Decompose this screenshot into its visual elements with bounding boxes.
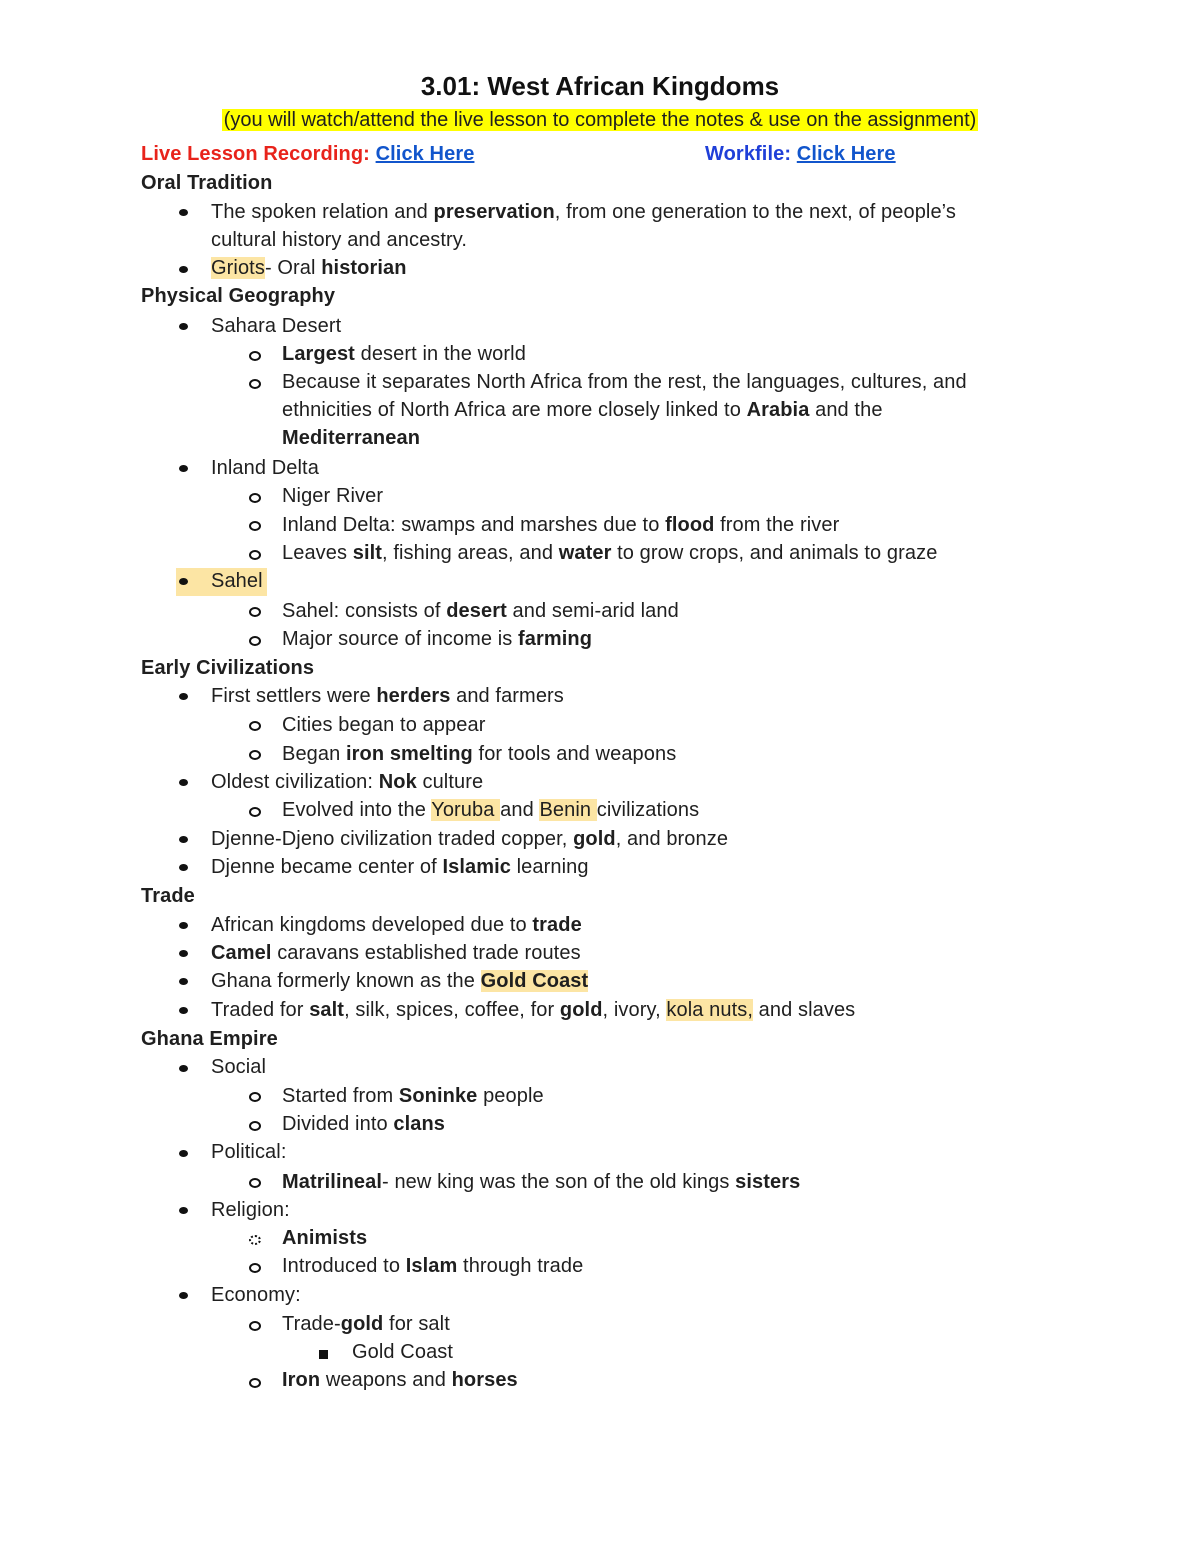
bullet-circle-icon xyxy=(249,1235,261,1245)
list-item: Leaves silt, fishing areas, and water to grow crops, and animals to graze xyxy=(282,542,938,564)
bullet-circle-icon xyxy=(249,607,261,617)
list-item: Sahel xyxy=(211,570,263,592)
bullet-dot-icon xyxy=(179,209,188,216)
list-item: Animists xyxy=(282,1227,368,1249)
list-item: Oldest civilization: Nok culture xyxy=(211,771,484,793)
highlight: Yoruba xyxy=(431,799,501,821)
bullet-dot-icon xyxy=(179,1292,188,1299)
bullet-circle-icon xyxy=(249,1092,261,1102)
bullet-dot-icon xyxy=(179,1007,188,1014)
workfile-label: Workfile: xyxy=(705,143,792,165)
workfile-link[interactable]: Click Here xyxy=(796,143,896,165)
bullet-circle-icon xyxy=(249,1378,261,1388)
bullet-circle-icon xyxy=(249,379,261,389)
list-item: Sahel: consists of desert and semi-arid land xyxy=(282,600,679,622)
list-item: Evolved into the Yoruba and Benin civilizations xyxy=(282,799,700,821)
list-item: Ghana formerly known as the Gold Coast xyxy=(211,970,589,992)
bullet-circle-icon xyxy=(249,1321,261,1331)
list-item-continued: ethnicities of North Africa are more closely linked to Arabia and the xyxy=(282,399,883,421)
list-item: Religion: xyxy=(211,1199,290,1221)
bullet-circle-icon xyxy=(249,1178,261,1188)
bullet-dot-icon xyxy=(179,323,188,330)
bullet-dot-icon xyxy=(179,950,188,957)
list-item: Niger River xyxy=(282,485,384,507)
bullet-circle-icon xyxy=(249,493,261,503)
list-item: Griots- Oral historian xyxy=(211,257,407,279)
bullet-dot-icon xyxy=(179,922,188,929)
list-item: Political: xyxy=(211,1141,287,1163)
bullet-dot-icon xyxy=(179,1065,188,1072)
list-item: Inland Delta xyxy=(211,457,319,479)
bullet-circle-icon xyxy=(249,750,261,760)
list-item: Introduced to Islam through trade xyxy=(282,1255,584,1277)
list-item: Major source of income is farming xyxy=(282,628,593,650)
recording-row xyxy=(141,140,474,168)
list-item: Traded for salt, silk, spices, coffee, for gold, ivory, kola nuts, and slaves xyxy=(211,999,856,1021)
list-item: Divided into clans xyxy=(282,1113,446,1135)
bullet-dot-icon xyxy=(179,693,188,700)
page-subtitle xyxy=(0,107,1200,133)
list-item: Because it separates North Africa from the rest, the languages, cultures, and xyxy=(282,371,967,393)
list-item: The spoken relation and preservation, from one generation to the next, of people’s xyxy=(211,201,956,223)
recording-label: Live Lesson Recording: xyxy=(141,143,370,165)
list-item: Cities began to appear xyxy=(282,714,486,736)
highlight: Griots xyxy=(211,257,265,279)
highlight: kola nuts, xyxy=(666,999,754,1021)
bullet-dot-icon xyxy=(179,578,188,585)
bullet-dot-icon xyxy=(179,1150,188,1157)
heading-trade: Trade xyxy=(141,885,195,907)
page-title: 3.01: West African Kingdoms xyxy=(420,71,780,101)
list-item: Began iron smelting for tools and weapons xyxy=(282,743,677,765)
bullet-circle-icon xyxy=(249,351,261,361)
list-item-continued: Mediterranean xyxy=(282,427,421,449)
heading-ghana-empire: Ghana Empire xyxy=(141,1028,278,1050)
highlight: Gold Coast xyxy=(480,970,589,992)
highlight: Benin xyxy=(539,799,597,821)
list-item: Trade-gold for salt xyxy=(282,1313,450,1335)
bullet-circle-icon xyxy=(249,550,261,560)
bullet-dot-icon xyxy=(179,1207,188,1214)
list-item: Largest desert in the world xyxy=(282,343,526,365)
bullet-square-icon xyxy=(319,1350,328,1359)
workfile-row xyxy=(705,140,896,168)
list-item: First settlers were herders and farmers xyxy=(211,685,564,707)
heading-oral-tradition: Oral Tradition xyxy=(141,172,273,194)
heading-early-civilizations: Early Civilizations xyxy=(141,657,315,679)
list-item: Camel caravans established trade routes xyxy=(211,942,581,964)
bullet-dot-icon xyxy=(179,864,188,871)
subtitle-highlight: (you will watch/attend the live lesson to complete the notes & use on the assignment) xyxy=(223,109,977,131)
recording-link[interactable]: Click Here xyxy=(375,143,475,165)
bullet-circle-icon xyxy=(249,721,261,731)
list-item: Economy: xyxy=(211,1284,301,1306)
list-item: Matrilineal- new king was the son of the old kings sisters xyxy=(282,1171,801,1193)
bullet-circle-icon xyxy=(249,1263,261,1273)
list-item: Djenne became center of Islamic learning xyxy=(211,856,589,878)
bullet-dot-icon xyxy=(179,266,188,273)
bullet-circle-icon xyxy=(249,521,261,531)
list-item: Started from Soninke people xyxy=(282,1085,544,1107)
list-item-continued: cultural history and ancestry. xyxy=(211,229,468,251)
list-item: Inland Delta: swamps and marshes due to flood from the river xyxy=(282,514,840,536)
bullet-dot-icon xyxy=(179,465,188,472)
bullet-dot-icon xyxy=(179,978,188,985)
bullet-circle-icon xyxy=(249,1121,261,1131)
bullet-circle-icon xyxy=(249,636,261,646)
list-item: Social xyxy=(211,1056,267,1078)
list-item: Sahara Desert xyxy=(211,315,342,337)
bullet-circle-icon xyxy=(249,807,261,817)
bullet-dot-icon xyxy=(179,836,188,843)
list-item: African kingdoms developed due to trade xyxy=(211,914,582,936)
heading-physical-geography: Physical Geography xyxy=(141,285,336,307)
list-item: Gold Coast xyxy=(352,1341,454,1363)
bullet-dot-icon xyxy=(179,779,188,786)
list-item: Iron weapons and horses xyxy=(282,1369,518,1391)
list-item: Djenne-Djeno civilization traded copper, gold, and bronze xyxy=(211,828,729,850)
